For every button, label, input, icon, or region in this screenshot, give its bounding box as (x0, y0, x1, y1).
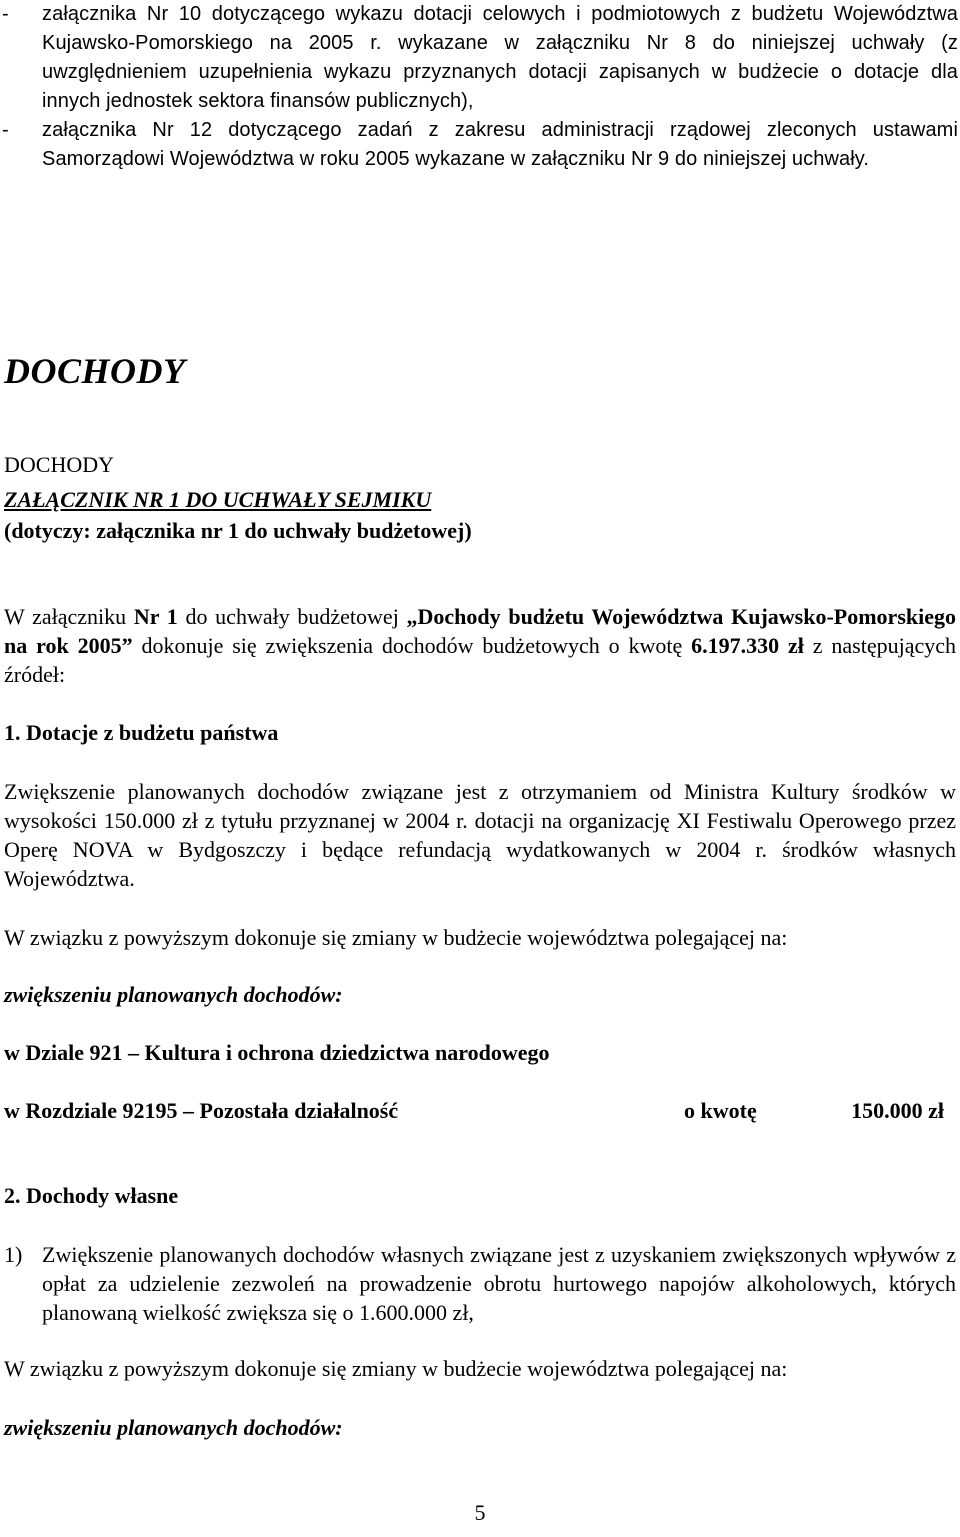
section2-heading: 2. Dochody własne (4, 1183, 179, 1208)
item-number: 1) (4, 1242, 23, 1267)
annex-intro-text: W załączniku (4, 604, 134, 629)
subtitle: DOCHODY (4, 452, 114, 477)
section2-increase-label: zwiększeniu planowanych dochodów: (4, 1415, 343, 1440)
annex-heading: ZAŁĄCZNIK NR 1 DO UCHWAŁY SEJMIKU (4, 487, 432, 512)
intro-list (0, 0, 958, 174)
page-number: 5 (474, 1500, 486, 1525)
total-amount: 6.197.330 zł (691, 633, 804, 658)
rozdzial-label: w Rozdziale 92195 – Pozostała działalność (4, 1098, 399, 1123)
section1-body: Zwiększenie planowanych dochodów związane jest z otrzymaniem od Ministra Kultury środków w wysokości 150.000 zł z tytułu przyznanej w 2004 r. dotacji na organizację XI Festiwalu Operowego przez Operę NOVA w Bydgoszczy i będące refundacją wydatkowanych w 2004 r. środków własnych Województwa. (4, 779, 956, 891)
intro-item-text: załącznika Nr 10 dotyczącego wykazu dotacji celowych i podmiotowych z budżetu Województwa Kujawsko-Pomorskiego na 2005 r. wykazane w załączniku Nr 8 do niniejszej uchwały (z uwzględnieniem uzupełnienia wykazu przyznanych dotacji zapisanych w budżecie o dotacje dla innych jednostek sektora finansów publicznych), (42, 3, 958, 112)
annex-title: „Dochody budżetu Województwa Kujawsko-Pomorskiego na rok 2005” (4, 604, 956, 658)
annex-intro-paragraph (4, 602, 956, 689)
section2-item (4, 1240, 956, 1327)
annex-number: Nr 1 (133, 604, 178, 629)
intro-item (0, 116, 958, 174)
section1-increase-label: zwiększeniu planowanych dochodów: (4, 982, 343, 1007)
section2-item-text: Zwiększenie planowanych dochodów własnych związane jest z uzyskaniem zwiększonych wpływów z opłat za udzielenie zezwoleń na prowadzenie obrotu hurtowego napojów alkoholowych, których planowaną wielkość zwiększa się o 1.600.000 zł, (42, 1242, 956, 1325)
rozdzial-row (4, 1098, 956, 1124)
list-dash: - (2, 119, 9, 141)
rozdzial-amount: 150.000 zł (851, 1098, 944, 1123)
section2-change-line: W związku z powyższym dokonuje się zmiany w budżecie województwa polegającej na: (4, 1356, 788, 1381)
intro-item (0, 0, 958, 116)
intro-item-text: załącznika Nr 12 dotyczącego zadań z zakresu administracji rządowej zleconych ustawami Samorządowi Województwa w roku 2005 wykazane w załączniku Nr 9 do niniejszej uchwały. (42, 119, 958, 170)
section-title: DOCHODY (4, 351, 186, 391)
list-dash: - (2, 3, 9, 25)
dzial-line: w Dziale 921 – Kultura i ochrona dziedzictwa narodowego (4, 1040, 550, 1065)
rozdzial-mid: o kwotę (684, 1098, 757, 1123)
section1-change-line: W związku z powyższym dokonuje się zmiany w budżecie województwa polegającej na: (4, 925, 788, 950)
annex-intro-text: do uchwały budżetowej (177, 604, 407, 629)
annex-subheading: (dotyczy: załącznika nr 1 do uchwały budżetowej) (4, 518, 472, 543)
section1-heading: 1. Dotacje z budżetu państwa (4, 720, 279, 745)
annex-intro-text: dokonuje się zwiększenia dochodów budżetowych o kwotę (132, 633, 692, 658)
annex-intro-text: z następujących źródeł: (4, 633, 956, 687)
